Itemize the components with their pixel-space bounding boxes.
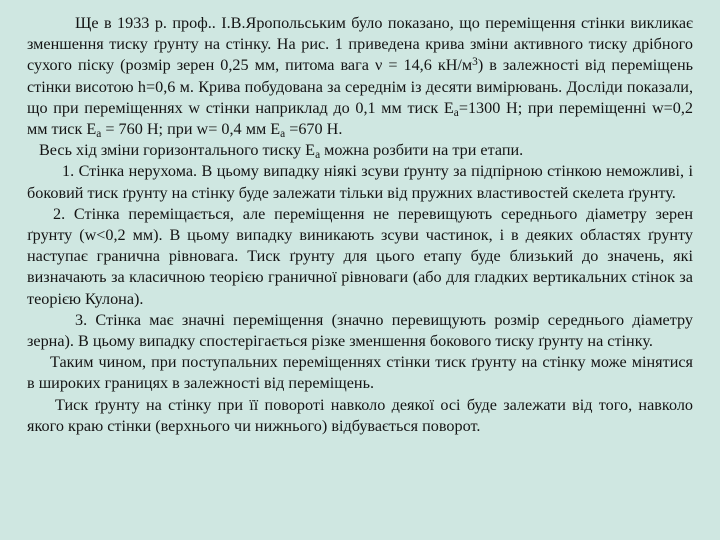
paragraph-rotation: Тиск ґрунту на стінку при її повороті навколо деякої осі буде залежати від того, навколо якого краю стінки (верхнього чи нижнього) відбувається поворот. <box>27 395 693 435</box>
paragraph-stage-1: 1. Стінка нерухома. В цьому випадку ніякі зсуви ґрунту за підпірною стінкою неможливі, і боковий тиск ґрунту на стінку буде залежати тільки від пружних властивостей скелета ґрунту. <box>27 162 693 202</box>
paragraph-stage-2: 2. Стінка переміщається, але переміщення не перевищують середнього діаметру зерен ґрунту (w<0,2 мм). В цьому випадку виникають зсуви частинок, і в деяких областях ґрунту наступає гранична рівновага. Тиск ґрунту для цього етапу буде близький до значень, які визначають за класичною теорією граничної рівноваги (або для гладких вертикальних стінок за теорією Кулона). <box>27 204 693 308</box>
paragraph-stage-3: 3. Стінка має значні переміщення (значно перевищують розмір середнього діаметру зерна). В цьому випадку спостерігається різке зменшення бокового тиску ґрунту на стінку. <box>27 310 693 351</box>
text-run: =1300 Н; при переміщенні w=0,2 мм тиск E <box>27 98 693 139</box>
text-run: Весь хід зміни горизонтального тиску E <box>39 141 316 160</box>
subscript: a <box>453 106 459 119</box>
superscript: 3 <box>472 56 478 69</box>
subscript: a <box>315 149 321 162</box>
paragraph-conclusion: Таким чином, при поступальних переміщеннях стінки тиск ґрунту на стінку може мінятися в широких границях в залежності від переміщень. <box>27 353 693 393</box>
text-run: можна розбити на три етапи. <box>320 141 524 160</box>
text-run: = 760 Н; при w= 0,4 мм E <box>101 120 281 139</box>
paragraph-stages-intro <box>27 140 693 161</box>
paragraph-intro <box>27 13 693 140</box>
subscript: a <box>96 127 102 140</box>
subscript: a <box>280 127 286 140</box>
text-run: =670 Н. <box>285 120 343 139</box>
text-run: Ще в 1933 р. проф.. І.В.Яропольським було показано, що переміщення стінки викликає зменшення тиску ґрунту на стінку. На рис. 1 приведена крива зміни активного тиску дрібного сухого піску (розмір зерен 0,25 мм, питома вага ν = 14,6 кН/м <box>27 14 693 75</box>
text-run: ) в залежності від переміщень стінки висотою h=0,6 м. Крива побудована за середнім із десяти вимірювань. Досліди показали, що при переміщеннях w стінки наприклад до 0,1 мм тиск E <box>27 56 693 117</box>
